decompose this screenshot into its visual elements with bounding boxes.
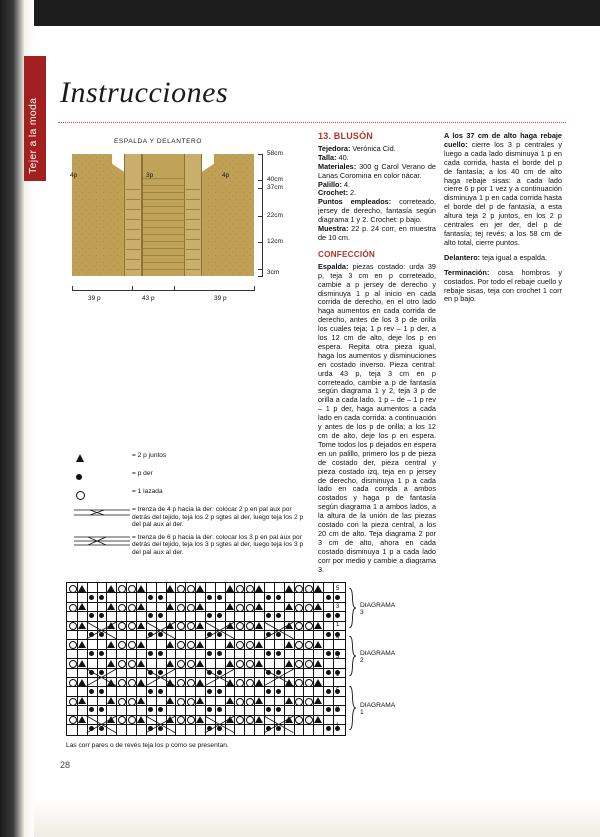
chart-symbol-decrease <box>314 697 322 704</box>
chart-footnote: Las corr pares o de revés teja los p como se presentan. <box>66 742 229 749</box>
delantero-label: Delantero: <box>444 252 481 262</box>
chart-cable-overlay <box>67 668 345 687</box>
chart-symbol-knit <box>217 689 222 694</box>
chart-symbol-knit <box>266 651 271 656</box>
chart-symbol-knit <box>207 651 212 656</box>
chart-symbol-yarnover <box>236 604 244 612</box>
chart-gridline-h <box>67 705 345 706</box>
chart-symbol-decrease <box>226 660 234 667</box>
row-number: 1 <box>336 622 340 628</box>
dim-3-unit: cm <box>270 269 280 276</box>
diagram-3-label: DIAGRAMA 3 <box>360 602 395 616</box>
chart-symbol-decrease <box>226 641 234 648</box>
row-number: 5 <box>336 636 340 642</box>
dim-top-right: 4p <box>222 172 230 179</box>
dim-tick <box>258 188 263 189</box>
chart-gridline-h <box>67 611 345 612</box>
chart-symbol-knit <box>217 595 222 600</box>
chart-symbol-yarnover <box>69 585 77 593</box>
chart-symbol-decrease <box>107 641 115 648</box>
chart-symbol-knit <box>99 651 104 656</box>
chart-grid <box>66 582 346 736</box>
terminacion-text: cosa hombros y costados. Por todo el rebaje cuello y rebaje sisas, teja con crochet 1 corr en p bajo. <box>444 267 562 304</box>
chart-symbol-decrease <box>255 697 263 704</box>
cuello-text: cierre los 3 p centrales y luego a cada lado disminuya 1 p en cada corrida, hasta el borde del p de fantasía; a los 40 cm de alto haga rebaje sisas: a cada lado cierre 6 p por 1 vez y a continuación disminuya 1 p en cada corrida hasta el borde del p de fantasía, a esta altura teja 2 p juntos, en los 2 p centrales en jer der, del p de fantasía; tej revés; a los 58 cm de alto total, cierre puntos. <box>444 139 562 247</box>
chart-symbol-decrease <box>166 641 174 648</box>
field-value: 4. <box>341 179 351 189</box>
row-number: 5 <box>336 688 340 694</box>
brace-3 <box>348 588 357 630</box>
chart-symbol-yarnover <box>305 585 313 593</box>
row-number: 3 <box>336 706 340 712</box>
legend-item <box>74 470 304 483</box>
row-number: 3 <box>336 654 340 660</box>
field-value: Verónica Cid. <box>350 143 396 153</box>
chart-symbol-yarnover <box>128 698 136 706</box>
dim-37-unit: cm <box>274 184 283 191</box>
chart-symbol-knit <box>276 689 281 694</box>
chart-symbol-decrease <box>107 660 115 667</box>
legend-label: = 1 lazada <box>132 488 163 495</box>
dim-vertical-rail <box>262 154 263 276</box>
chart-symbol-decrease <box>196 603 204 610</box>
chart-symbol-knit <box>158 651 163 656</box>
terminacion-paragraph <box>444 269 562 305</box>
chart-symbol-yarnover <box>69 698 77 706</box>
two-stitches-together-icon <box>74 452 132 465</box>
chart-symbol-knit <box>266 707 271 712</box>
chart-symbol-decrease <box>196 585 204 592</box>
chart-symbol-decrease <box>78 603 86 610</box>
chart-symbol-yarnover <box>246 604 254 612</box>
chart-gridline-h <box>67 649 345 650</box>
row-number: 1 <box>336 723 340 729</box>
cable-6-right-svg <box>74 535 130 546</box>
chart-symbol-knit <box>276 613 281 618</box>
dim-37 <box>267 184 283 191</box>
title-divider <box>58 122 566 123</box>
cable-4-right-svg <box>74 507 130 518</box>
chart-symbol-knit <box>99 707 104 712</box>
chart-symbol-knit <box>207 613 212 618</box>
chart-symbol-knit <box>217 613 222 618</box>
chart-symbol-decrease <box>285 603 293 610</box>
dim-22-unit: cm <box>274 212 283 219</box>
espalda-text: piezas costado: urda 39 p, teja 3 cm en p correteado, cambie a p jersey de derecho y disminuya 1 p al inicio en cada corrida de derecho, en el otro lado haga aumentos en cada corrida de derecho, antes de los 3 p de orilla los cuales teja; 1 p rev – 1 p der, a los 12 cm de alto, deje los p en espera. Repita otra pieza igual, haga los aumentos y disminuciones en costado inverso. Pieza central: urda 43 p, teja 3 cm en p correteado, cambie a p de fantasía según diagrama 1 y 2, teja 3 p de orilla a cada lado. 1 p – de – 1 p rev – 1 p der, haga aumentos a cada lado en cada corrida: a continuación y antes de los p de orilla; a los 12 cm de alto, deje los p en espera. Tome todos los p dejados en espera en un palillo, primero los p de pieza de costado der, pieza central y pieza costado izq, teja en p jersey de derecho, disminuya 1 p a cada lado en cada corrida a ambos costados y haga p de fantasía según diagrama 1 a ambos lados, a la altura de la unión de las piezas costado con la pieza central, a los 20 cm de alto. Teja diagrama 2 por 3 cm de alto, ahora en cada costado disminuya 1 p a cada lado corr por medio y cambie a diagrama 3. <box>318 261 436 574</box>
dim-58-value: 58 <box>267 150 275 157</box>
dim-top-center: 3p <box>146 172 154 179</box>
chart-symbol-decrease <box>166 697 174 704</box>
chart-symbol-knit <box>276 651 281 656</box>
chart-symbol-decrease <box>166 660 174 667</box>
stitch-legend <box>74 452 304 562</box>
chart-symbol-decrease <box>314 585 322 592</box>
chart-symbol-knit <box>158 613 163 618</box>
brace-2 <box>348 636 357 678</box>
chart-symbol-decrease <box>314 603 322 610</box>
dim-12-value: 12 <box>267 238 275 245</box>
chart-symbol-knit <box>326 595 331 600</box>
article-title: 13. BLUSÓN <box>318 131 374 141</box>
field-materiales <box>318 163 436 181</box>
legend-label: = trenza de 4 p hacia la der: colocar 2 p en pal aux por detrás del tejido, teja los 2 p sgtes al der, luego teja los 2 p del pal aux al der. <box>132 506 304 529</box>
brace-3-svg <box>348 588 357 628</box>
chart-symbol-knit <box>207 689 212 694</box>
chart-symbol-yarnover <box>118 698 126 706</box>
brace-2-svg <box>348 636 357 676</box>
field-label: Talla: <box>318 152 337 162</box>
page-title <box>60 76 228 110</box>
chart-symbol-knit <box>148 595 153 600</box>
chart-symbol-yarnover <box>187 698 195 706</box>
brace-1 <box>348 686 357 732</box>
cable-4-right-icon <box>74 506 132 519</box>
confeccion-heading: CONFECCIÓN <box>318 249 376 259</box>
field-label: Crochet: <box>318 188 348 198</box>
chart-symbol-knit <box>326 707 331 712</box>
delantero-paragraph <box>444 254 562 263</box>
chart-symbol-decrease <box>196 660 204 667</box>
dim-vtick <box>254 286 255 291</box>
delantero-text: teja igual a espalda. <box>480 252 548 262</box>
dim-58-unit: cm <box>274 150 283 157</box>
stitch-charts <box>66 582 395 737</box>
chart-symbol-knit <box>217 707 222 712</box>
dim-3-value: 3 <box>267 269 271 276</box>
chart-symbol-decrease <box>166 585 174 592</box>
chart-cable-overlay <box>67 715 345 734</box>
chart-symbol-decrease <box>285 641 293 648</box>
dim-vtick <box>132 286 133 291</box>
chart-symbol-knit <box>276 707 281 712</box>
chart-cable-overlay <box>67 621 345 640</box>
field-label: Muestra: <box>318 224 349 234</box>
page-title-text: Instrucciones <box>60 76 229 109</box>
diagram-2-label: DIAGRAMA 2 <box>360 650 395 664</box>
chart-symbol-decrease <box>314 641 322 648</box>
chart-symbol-decrease <box>285 697 293 704</box>
chart-symbol-knit <box>158 689 163 694</box>
dim-40 <box>267 176 283 183</box>
dim-39p-right: 39 p <box>214 295 227 302</box>
field-label: Puntos empleados: <box>318 197 392 207</box>
chart-symbol-knit <box>326 651 331 656</box>
dim-tick <box>258 216 263 217</box>
dim-horizontal-rail <box>72 290 254 291</box>
chart-symbol-knit <box>99 689 104 694</box>
chart-symbol-decrease <box>226 603 234 610</box>
chart-symbol-yarnover <box>295 698 303 706</box>
dim-40-unit: cm <box>274 176 283 183</box>
chart-symbol-yarnover <box>305 604 313 612</box>
chart-symbol-decrease <box>255 660 263 667</box>
dim-12-unit: cm <box>274 238 283 245</box>
chart-symbol-decrease <box>285 585 293 592</box>
chart-symbol-decrease <box>314 660 322 667</box>
chart-symbol-decrease <box>78 660 86 667</box>
chart-symbol-decrease <box>137 641 145 648</box>
chart-symbol-knit <box>99 613 104 618</box>
chart-symbol-knit <box>207 595 212 600</box>
field-label: Materiales: <box>318 161 357 171</box>
chart-symbol-knit <box>148 651 153 656</box>
page-number: 28 <box>60 760 71 770</box>
chart-symbol-decrease <box>285 660 293 667</box>
field-label: Tejedora: <box>318 143 351 153</box>
cuello-paragraph <box>444 132 562 248</box>
chart-symbol-yarnover <box>305 698 313 706</box>
chart-symbol-yarnover <box>187 604 195 612</box>
cable-6-right-icon <box>74 534 132 547</box>
chart-symbol-decrease <box>78 697 86 704</box>
chart-symbol-decrease <box>78 585 86 592</box>
chart-symbol-knit <box>326 613 331 618</box>
section-tab <box>24 56 46 181</box>
cable-panel-left <box>124 154 142 276</box>
field-label: Palillo: <box>318 179 342 189</box>
dim-tick <box>258 154 263 155</box>
diagram-1-label: DIAGRAMA 1 <box>360 702 395 716</box>
dim-tick <box>258 269 263 270</box>
dim-37-value: 37 <box>267 184 275 191</box>
dim-58 <box>267 150 283 157</box>
dim-22-value: 22 <box>267 212 275 219</box>
text-column-1 <box>318 132 436 575</box>
chart-symbol-yarnover <box>128 604 136 612</box>
row-number: 1 <box>336 672 340 678</box>
chart-symbol-yarnover <box>187 585 195 593</box>
chart-symbol-knit <box>207 707 212 712</box>
chart-symbol-yarnover <box>118 604 126 612</box>
dim-vtick <box>72 286 73 291</box>
schematic-title: ESPALDA Y DELANTERO <box>114 138 202 145</box>
chart-symbol-decrease <box>78 641 86 648</box>
chart-gridline-h <box>67 686 345 687</box>
chart-symbol-knit <box>89 689 94 694</box>
field-value: correteado, jersey de derecho, fantasía según diagrama 1 y 2. Crochet: p bajo. <box>318 197 436 225</box>
chart-symbol-knit <box>217 651 222 656</box>
chart-symbol-knit <box>266 595 271 600</box>
knit-stitch-icon <box>74 470 132 483</box>
chart-symbol-decrease <box>137 697 145 704</box>
espalda-label: Espalda: <box>318 261 349 271</box>
chart-symbol-yarnover <box>236 698 244 706</box>
chart-symbol-decrease <box>255 585 263 592</box>
legend-label: = p der <box>132 470 153 477</box>
chart-symbol-yarnover <box>128 585 136 593</box>
dim-22 <box>267 212 283 219</box>
row-number: 5 <box>336 586 340 592</box>
chart-symbol-yarnover <box>177 604 185 612</box>
field-value: 300 g Carol Verano de Lanas Coromina en color nácar. <box>318 161 436 180</box>
field-value: 40. <box>336 152 349 162</box>
chart-symbol-decrease <box>255 603 263 610</box>
dim-43p: 43 p <box>142 295 155 302</box>
section-tab-label: Tejer a la moda <box>27 97 39 174</box>
chart-symbol-yarnover <box>246 585 254 593</box>
chart-symbol-knit <box>99 595 104 600</box>
chart-symbol-knit <box>89 613 94 618</box>
chart-symbol-knit <box>148 689 153 694</box>
chart-symbol-yarnover <box>118 585 126 593</box>
schematic-diagram <box>62 132 312 382</box>
page-top-white <box>34 26 600 32</box>
cuello-label: A los 37 cm de alto haga rebaje cuello: <box>444 131 562 149</box>
dim-40-value: 40 <box>267 176 275 183</box>
chart-symbol-knit <box>276 595 281 600</box>
chart-symbol-decrease <box>166 603 174 610</box>
chart-symbol-knit <box>89 595 94 600</box>
chart-symbol-knit <box>326 689 331 694</box>
chart-symbol-knit <box>89 651 94 656</box>
chart-symbol-knit <box>148 613 153 618</box>
legend-item <box>74 488 304 501</box>
chart-symbol-knit <box>335 613 340 618</box>
chart-symbol-yarnover <box>295 604 303 612</box>
book-gutter-shadow <box>0 0 24 837</box>
legend-label: = trenza de 6 p hacia la der: colocar los 3 p en pal aux por detrás del tejido, teja los 3 p sgtes al der, luego teja los 3 p del pal aux al der. <box>132 533 304 556</box>
row-number: 3 <box>336 604 340 610</box>
text-column-2 <box>444 132 562 304</box>
chart-symbol-decrease <box>196 641 204 648</box>
chart-symbol-yarnover <box>69 641 77 649</box>
chart-symbol-decrease <box>255 641 263 648</box>
chart-symbol-knit <box>266 613 271 618</box>
chart-symbol-decrease <box>226 697 234 704</box>
chart-symbol-decrease <box>196 697 204 704</box>
chart-symbol-knit <box>158 707 163 712</box>
chart-symbol-yarnover <box>69 604 77 612</box>
chart-gridline-h <box>67 592 345 593</box>
chart-symbol-decrease <box>107 697 115 704</box>
dim-vtick <box>174 286 175 291</box>
legend-item <box>74 534 304 557</box>
page-bottom-shade <box>34 800 600 837</box>
dim-3 <box>267 269 279 276</box>
chart-symbol-yarnover <box>246 698 254 706</box>
dim-tick <box>258 180 263 181</box>
chart-symbol-decrease <box>107 603 115 610</box>
field-puntos <box>318 198 436 225</box>
terminacion-label: Terminación: <box>444 267 490 277</box>
chart-symbol-yarnover <box>177 698 185 706</box>
cable-panel-right <box>184 154 202 276</box>
page-top-edge <box>0 0 600 26</box>
chart-symbol-knit <box>89 707 94 712</box>
dim-tick <box>258 242 263 243</box>
chart-symbol-decrease <box>226 585 234 592</box>
legend-item <box>74 452 304 465</box>
field-value: 2. <box>348 188 357 198</box>
chart-symbol-knit <box>266 689 271 694</box>
chart-symbol-knit <box>335 595 340 600</box>
legend-item <box>74 506 304 529</box>
dim-top-left: 4p <box>70 172 78 179</box>
field-value: 22 p. 24 corr, en muestra de 10 cm. <box>318 224 436 242</box>
dim-tick <box>258 276 263 277</box>
chart-symbol-decrease <box>137 603 145 610</box>
legend-label: = 2 p juntos <box>132 452 167 459</box>
chart-symbol-decrease <box>137 660 145 667</box>
yarn-over-icon <box>74 488 132 501</box>
dim-12 <box>267 238 283 245</box>
dim-39p-left: 39 p <box>88 295 101 302</box>
chart-symbol-decrease <box>137 585 145 592</box>
field-muestra <box>318 225 436 243</box>
chart-symbol-knit <box>158 595 163 600</box>
brace-1-svg <box>348 686 357 730</box>
espalda-paragraph <box>318 263 436 575</box>
chart-symbol-yarnover <box>177 585 185 593</box>
chart-symbol-knit <box>148 707 153 712</box>
chart-symbol-decrease <box>107 585 115 592</box>
